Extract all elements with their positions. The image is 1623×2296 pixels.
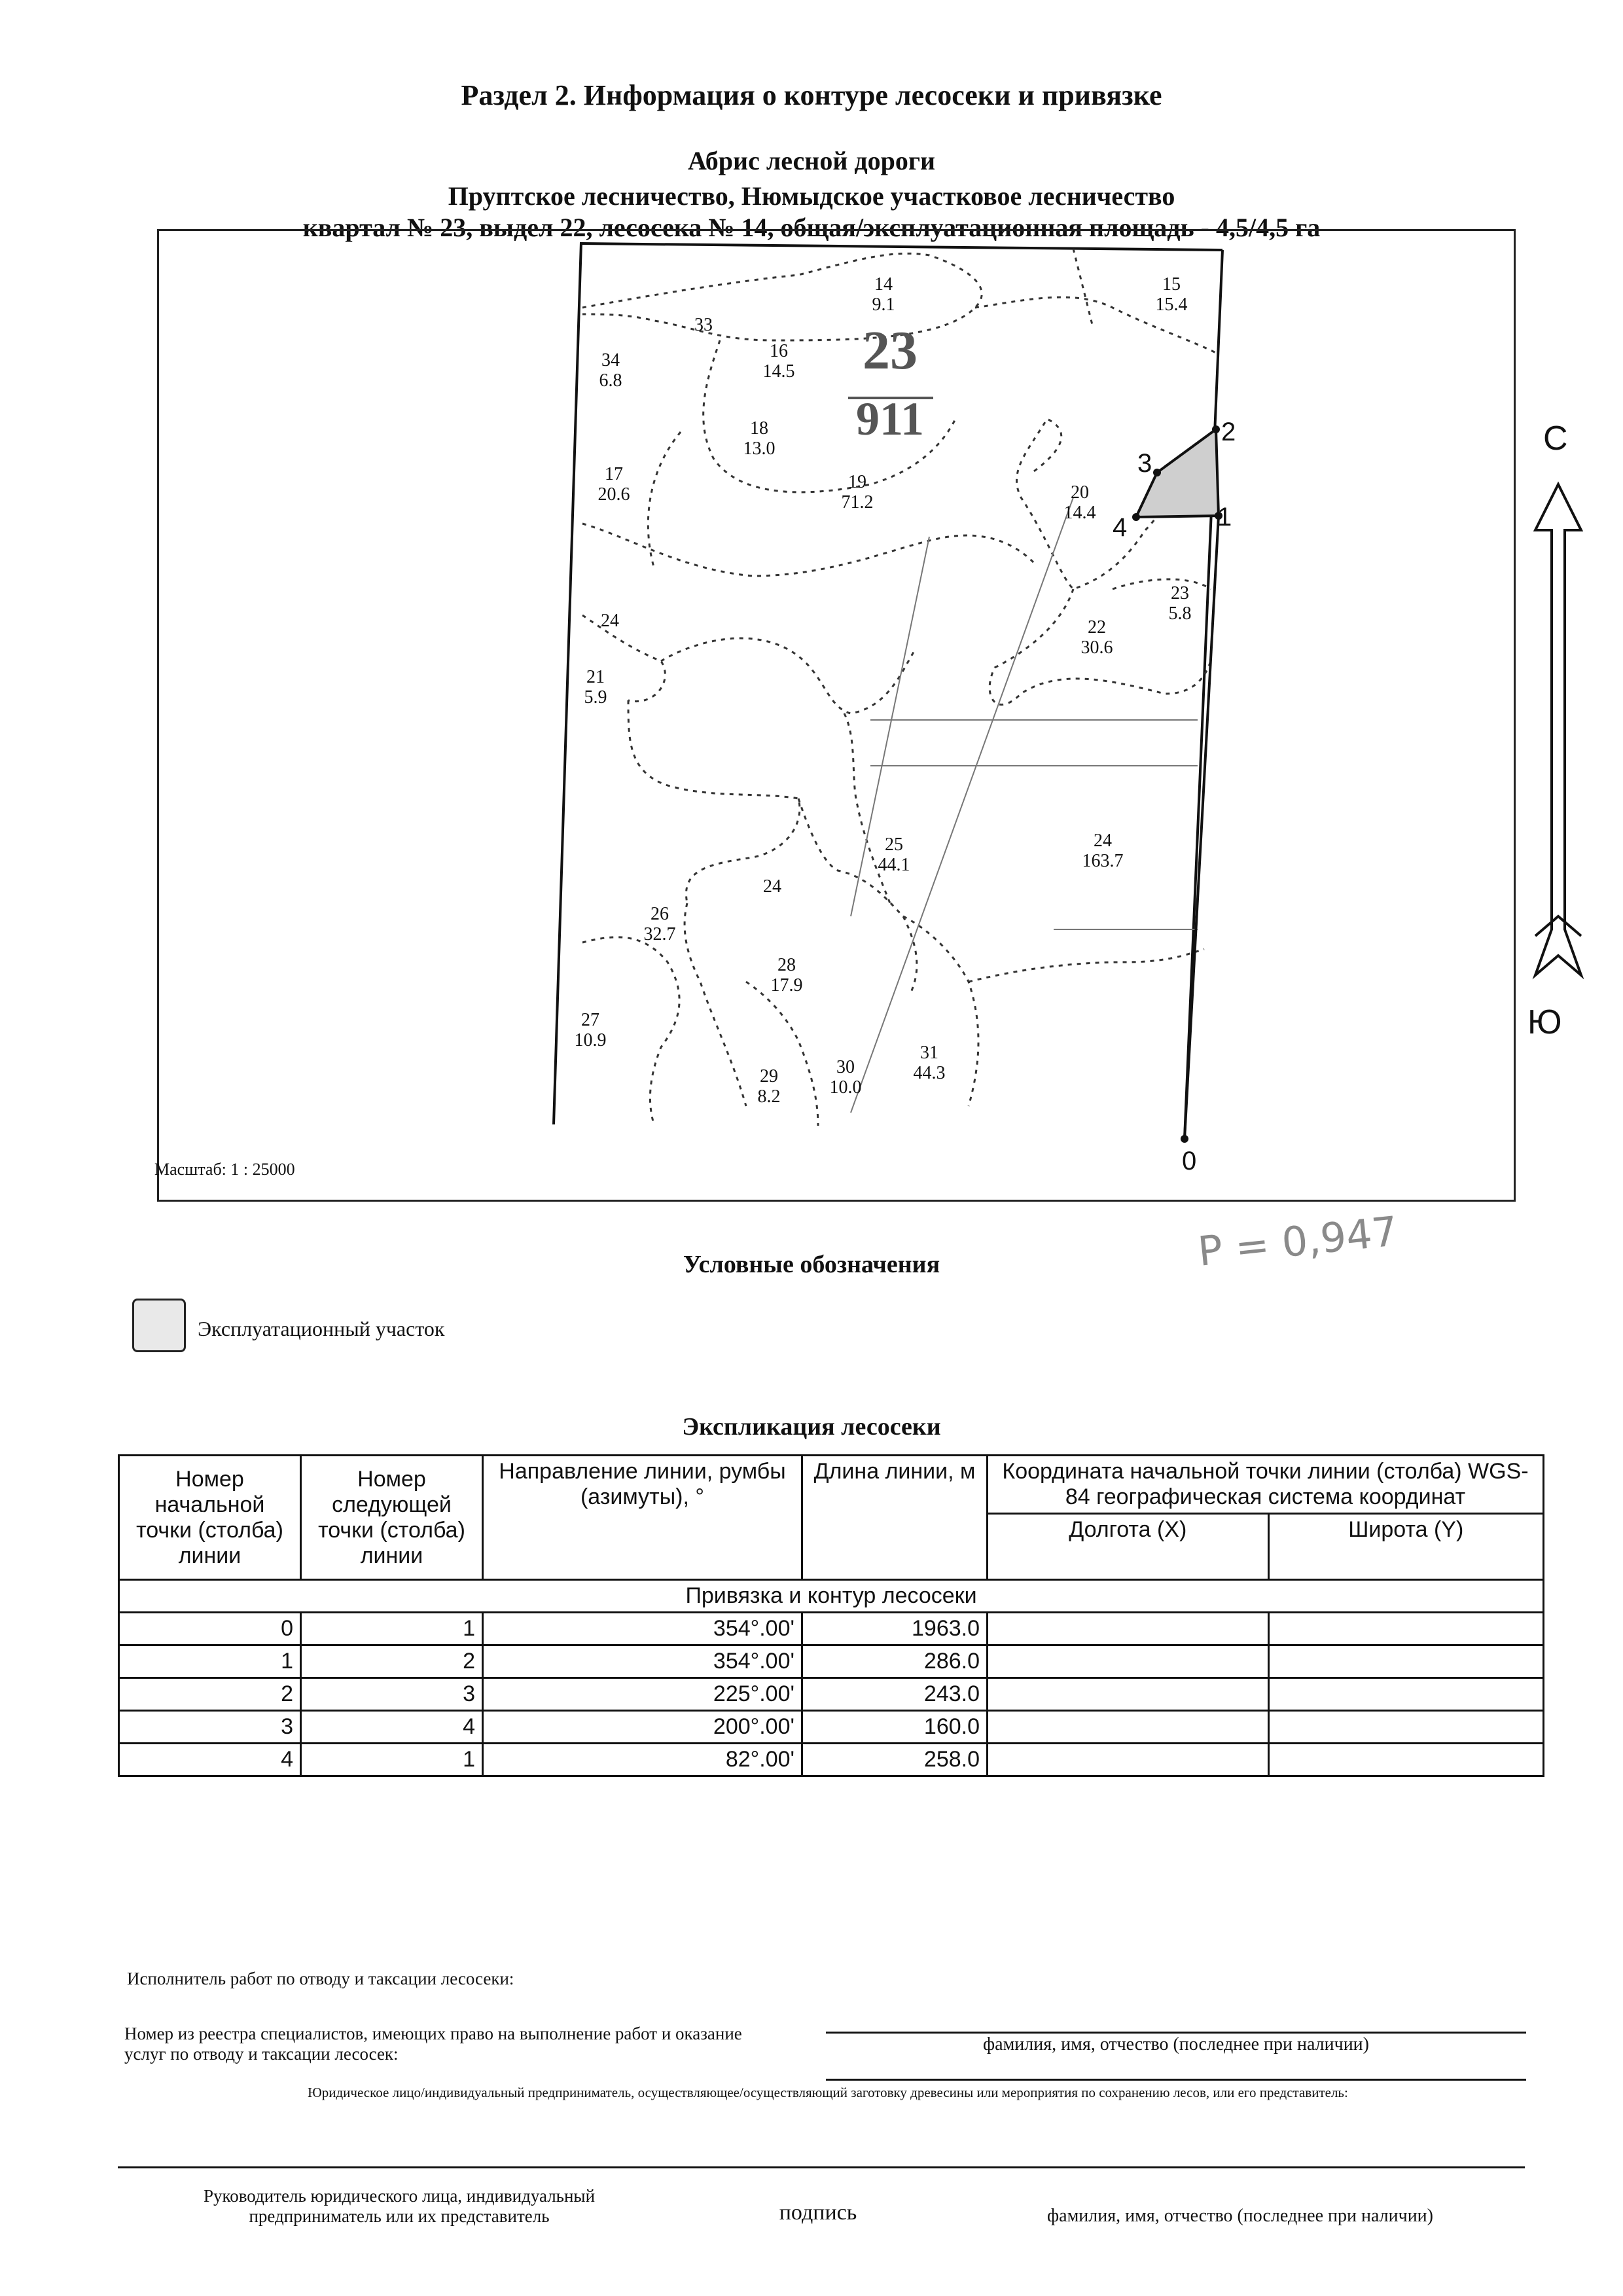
plot-boundary-25-28 [798,798,917,995]
point-1-label: 1 [1217,503,1232,531]
handwritten-note: Р = 0,947 [1196,1207,1400,1276]
plot-label: 25 44.1 [878,834,910,875]
road-line-4 [851,497,1073,1113]
table-row [119,1613,1544,1645]
plot-label: 18 13.0 [743,418,776,459]
cell-next: 1 [301,1744,483,1776]
roads [851,497,1198,1113]
cell-start: 4 [119,1744,301,1776]
cell-latitude [1268,1613,1544,1645]
cell-start: 2 [119,1678,301,1711]
signature-caption: подпись [779,2200,857,2225]
registry-number-line [826,2079,1526,2081]
forestry-name: Пруптское лесничество, Нюмыдское участковое лесничество [448,181,1175,211]
legend-swatch [132,1299,186,1352]
header-longitude: Долгота (X) [988,1514,1269,1580]
cell-azimuth: 354°.00' [483,1645,802,1678]
cell-length: 258.0 [802,1744,988,1776]
performer-fio-caption: фамилия, имя, отчество (последнее при наличии) [983,2034,1369,2054]
plot-boundary-17 [648,432,681,569]
legend-title: Условные обозначения [683,1251,940,1278]
plot-label: 14 9.1 [872,274,895,315]
plot-label: 33 [694,315,713,335]
plot-boundary-24-east [969,949,1204,982]
header-latitude: Широта (Y) [1268,1514,1544,1580]
header-length: Длина линии, м [802,1456,988,1580]
cell-longitude [988,1613,1269,1645]
cell-azimuth: 354°.00' [483,1613,802,1645]
performer-label: Исполнитель работ по отводу и таксации лесосеки: [127,1969,514,1988]
cell-azimuth: 82°.00' [483,1744,802,1776]
cell-length: 1963.0 [802,1613,988,1645]
header-direction: Направление линии, румбы (азимуты), ° [483,1456,802,1580]
cell-next: 2 [301,1645,483,1678]
plot-label: 34 6.8 [599,350,622,391]
cell-start: 3 [119,1711,301,1744]
header-next-point: Номер следующей точки (столба) линии [301,1456,483,1580]
table-row [119,1744,1544,1776]
quarter-area: 911 [855,393,925,445]
plot-label: 24 163.7 [1082,831,1124,871]
plot-label: 26 32.7 [643,904,676,944]
explication-title: Экспликация лесосеки [682,1413,941,1441]
plot-label: 24 [763,876,781,897]
quarter-boundary-right [1185,250,1222,1139]
cell-latitude [1268,1711,1544,1744]
cell-latitude [1268,1744,1544,1776]
point-0-label: 0 [1182,1147,1197,1175]
survey-points [1132,425,1222,1143]
plot-label: 22 30.6 [1080,617,1113,658]
cell-start: 1 [119,1645,301,1678]
cell-longitude [988,1678,1269,1711]
plot-label: 28 17.9 [770,955,803,996]
plot-boundary-24-west [628,700,800,903]
legal-entity-label: Юридическое лицо/индивидуальный предприниматель, осуществляющее/осуществляющий заготовку древесины или мероприятия по сохранению лесов, или его представитель: [308,2085,1348,2100]
cell-azimuth: 225°.00' [483,1678,802,1711]
cell-length: 160.0 [802,1711,988,1744]
cell-latitude [1268,1678,1544,1711]
plot-boundary-17-19 [582,524,1034,576]
quarter-number: 23 [863,320,918,381]
header-coords: Координата начальной точки линии (столба) WGS-84 географическая система координат [988,1456,1544,1514]
cell-next: 3 [301,1678,483,1711]
plot-boundary-24-north [661,638,916,713]
table-row [119,1711,1544,1744]
header-start-point: Номер начальной точки (столба) линии [119,1456,301,1580]
cell-azimuth: 200°.00' [483,1711,802,1744]
quarter-boundary-top [581,243,1222,250]
point-4-label: 4 [1113,513,1128,542]
point-3-marker [1153,469,1161,476]
section-row: Привязка и контур лесосеки [119,1580,1544,1613]
cell-longitude [988,1744,1269,1776]
plot-label: 17 20.6 [597,464,630,505]
point-4-marker [1132,513,1140,521]
cell-latitude [1268,1645,1544,1678]
scale-label: Масштаб: 1 : 25000 [154,1160,295,1179]
plot-label: 19 71.2 [841,472,874,512]
plot-label: 27 10.9 [574,1010,607,1050]
plot-boundary-26 [685,903,746,1106]
cell-longitude [988,1711,1269,1744]
point-0-marker [1181,1135,1188,1143]
north-label: С [1543,420,1568,457]
plot-info: квартал № 23, выдел 22, лесосека № 14, общая/эксплуатационная площадь - 4,5/4,5 га [302,213,1321,242]
cell-longitude [988,1645,1269,1678]
document-subtitle: Абрис лесной дороги [687,146,936,175]
cell-next: 1 [301,1613,483,1645]
cell-length: 243.0 [802,1678,988,1711]
north-arrow-icon [1522,478,1594,1008]
plot-label: 16 14.5 [762,341,795,382]
table-row [119,1645,1544,1678]
head-fio-caption: фамилия, имя, отчество (последнее при наличии) [1047,2206,1433,2226]
performer-fio-line [826,2032,1526,2034]
point-2-marker [1212,425,1220,433]
section-title: Раздел 2. Информация о контуре лесосеки и привязке [461,79,1162,111]
south-label: Ю [1527,1003,1562,1041]
cell-length: 286.0 [802,1645,988,1678]
explication-table [118,1454,1544,1777]
legal-entity-line [118,2166,1525,2168]
plot-label: 31 44.3 [913,1043,946,1083]
plot-label: 30 10.0 [829,1057,862,1098]
plot-label: 29 8.2 [757,1066,781,1107]
cell-next: 4 [301,1711,483,1744]
point-2-label: 2 [1221,418,1236,446]
head-label: Руководитель юридического лица, индивидуальный предприниматель или их представитель [203,2186,596,2227]
cell-start: 0 [119,1613,301,1645]
plot-label: 15 15.4 [1155,274,1188,315]
legend-item-label: Эксплуатационный участок [198,1317,445,1340]
plot-label: 23 5.8 [1168,583,1192,624]
plot-label: 21 5.9 [584,667,607,708]
point-3-label: 3 [1137,449,1152,478]
plot-label: 20 14.4 [1063,482,1096,523]
registry-label: Номер из реестра специалистов, имеющих право на выполнение работ и оказание услуг по отводу и таксации лесосек: [124,2024,742,2064]
plot-boundary-15-west [1073,249,1093,327]
plot-label: 24 [601,611,619,631]
table-row [119,1678,1544,1711]
